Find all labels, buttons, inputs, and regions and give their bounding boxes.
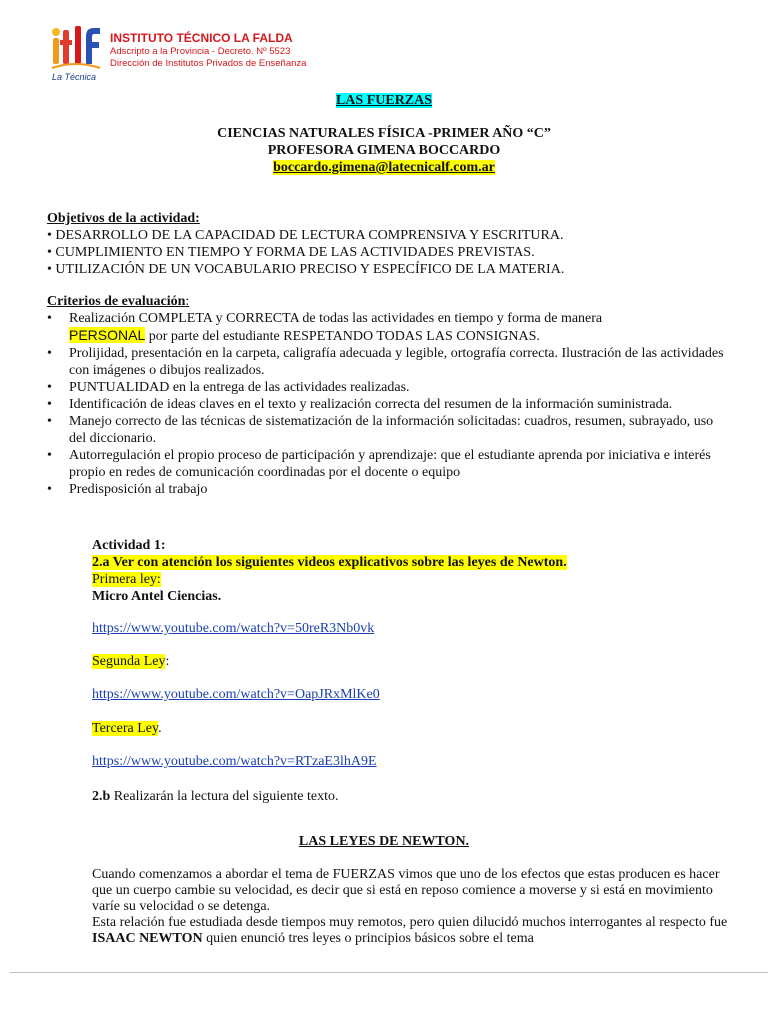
newton-paragraph-2: Esta relación fue estudiada desde tiempos muy remotos, pero quien dilucidó muchos interrogantes al respecto fue ISAAC NEWTON quien enunció tres leyes o principios básicos sobre el tema: [92, 915, 728, 946]
bullet-icon: •: [47, 380, 52, 395]
doc-title: LAS FUERZAS: [335, 93, 433, 108]
criteria-item: • PUNTUALIDAD en la entrega de las actividades realizadas.: [47, 380, 410, 395]
activity-title: Actividad 1:: [92, 538, 166, 553]
institute-decree: Adscripto a la Provincia - Decreto. Nº 5523: [110, 46, 291, 57]
reading-instruction: 2.b Realizarán la lectura del siguiente texto.: [92, 789, 339, 804]
newton-paragraph-1: Cuando comenzamos a abordar el tema de FUERZAS vimos que uno de los efectos que estas producen es hacer que un cuerpo cambie su velocidad, es decir que si está en reposo comience a moverse y si está en movimiento varíe su velocidad o se detenga.: [92, 867, 720, 914]
third-law-label: Tercera Ley: [92, 721, 159, 736]
criteria-item: • Autorregulación el propio proceso de participación y aprendizaje: que el estudiante aprenda por iniciativa e interés propio en redes de comunicación coordinadas por el docente o equipo: [47, 448, 711, 480]
newton-heading: LAS LEYES DE NEWTON.: [298, 834, 470, 849]
itlf-logo-icon: [50, 24, 102, 76]
newton-heading-line: [0, 834, 768, 850]
second-law-line: Segunda Ley:: [92, 654, 170, 669]
criteria-item: • Prolijidad, presentación en la carpeta, caligrafía adecuada y legible, ortografía correcta. Ilustración de las actividades con imágenes o dibujos realizados.: [47, 346, 724, 378]
logo-subtitle: La Técnica: [52, 72, 97, 82]
bullet-icon: •: [47, 448, 52, 463]
objectives-heading: Objetivos de la actividad:: [47, 211, 200, 226]
email-line: [0, 160, 768, 176]
criteria-section: [47, 293, 727, 498]
video-link-3[interactable]: https://www.youtube.com/watch?v=RTzaE3lhA9E: [92, 754, 377, 769]
bullet-icon: •: [47, 346, 52, 361]
bullet-icon: •: [47, 414, 52, 429]
activity-header: [92, 537, 732, 605]
newton-text: [92, 867, 732, 947]
page-divider: [10, 972, 768, 973]
doc-title-line: [0, 93, 768, 109]
criteria-item: • Realización COMPLETA y CORRECTA de todas las actividades en tiempo y forma de manera PERSONAL por parte del estudiante RESPETANDO TODAS LAS CONSIGNAS.: [47, 311, 603, 344]
first-law-line: [92, 571, 732, 588]
criteria-item: • Manejo correcto de las técnicas de sistematización de la información solicitadas: cuadros, resumen, subrayado, uso del diccionario.: [47, 414, 714, 446]
criteria-item: • Predisposición al trabajo: [47, 482, 208, 497]
objective-item: • CUMPLIMIENTO EN TIEMPO Y FORMA DE LAS ACTIVIDADES PREVISTAS.: [47, 245, 535, 260]
video-link-2[interactable]: https://www.youtube.com/watch?v=OapJRxMlKe0: [92, 687, 380, 702]
subject-line: CIENCIAS NATURALES FÍSICA -PRIMER AÑO “C”: [217, 126, 551, 141]
video-link-1[interactable]: https://www.youtube.com/watch?v=50reR3Nb0vk: [92, 621, 375, 636]
criteria-heading: Criterios de evaluación: [47, 294, 186, 309]
newton-name: ISAAC NEWTON: [92, 931, 203, 946]
institute-direction: Dirección de Institutos Privados de Enseñanza: [110, 58, 307, 69]
second-law-label: Segunda Ley: [92, 654, 166, 669]
activity-instruction-line: [92, 554, 732, 571]
teacher-line: PROFESORA GIMENA BOCCARDO: [267, 143, 501, 158]
bullet-icon: •: [47, 311, 52, 326]
video-source: Micro Antel Ciencias.: [92, 589, 222, 604]
link3-line: [92, 753, 732, 770]
third-law-line: Tercera Ley.: [92, 721, 162, 736]
teacher-email[interactable]: boccardo.gimena@latecnicalf.com.ar: [273, 160, 495, 175]
criteria-item: • Identificación de ideas claves en el texto y realización correcta del resumen de la información suministrada.: [47, 397, 673, 412]
activity-instruction: 2.a Ver con atención los siguientes videos explicativos sobre las leyes de Newton.: [92, 555, 567, 570]
first-law-label: Primera ley:: [92, 572, 161, 587]
institute-name: INSTITUTO TÉCNICO LA FALDA: [110, 31, 293, 45]
criteria-heading-line: Criterios de evaluación:: [47, 294, 190, 309]
highlight-personal: PERSONAL: [69, 327, 146, 343]
objective-item: • UTILIZACIÓN DE UN VOCABULARIO PRECISO Y ESPECÍFICO DE LA MATERIA.: [47, 262, 565, 277]
link2-line: [92, 686, 732, 703]
bullet-icon: •: [47, 482, 52, 497]
bullet-icon: •: [47, 397, 52, 412]
objective-item: • DESARROLLO DE LA CAPACIDAD DE LECTURA COMPRENSIVA Y ESCRITURA.: [47, 228, 564, 243]
link1-line: [92, 620, 732, 637]
institute-header: [110, 31, 306, 70]
objectives-section: [47, 210, 727, 278]
